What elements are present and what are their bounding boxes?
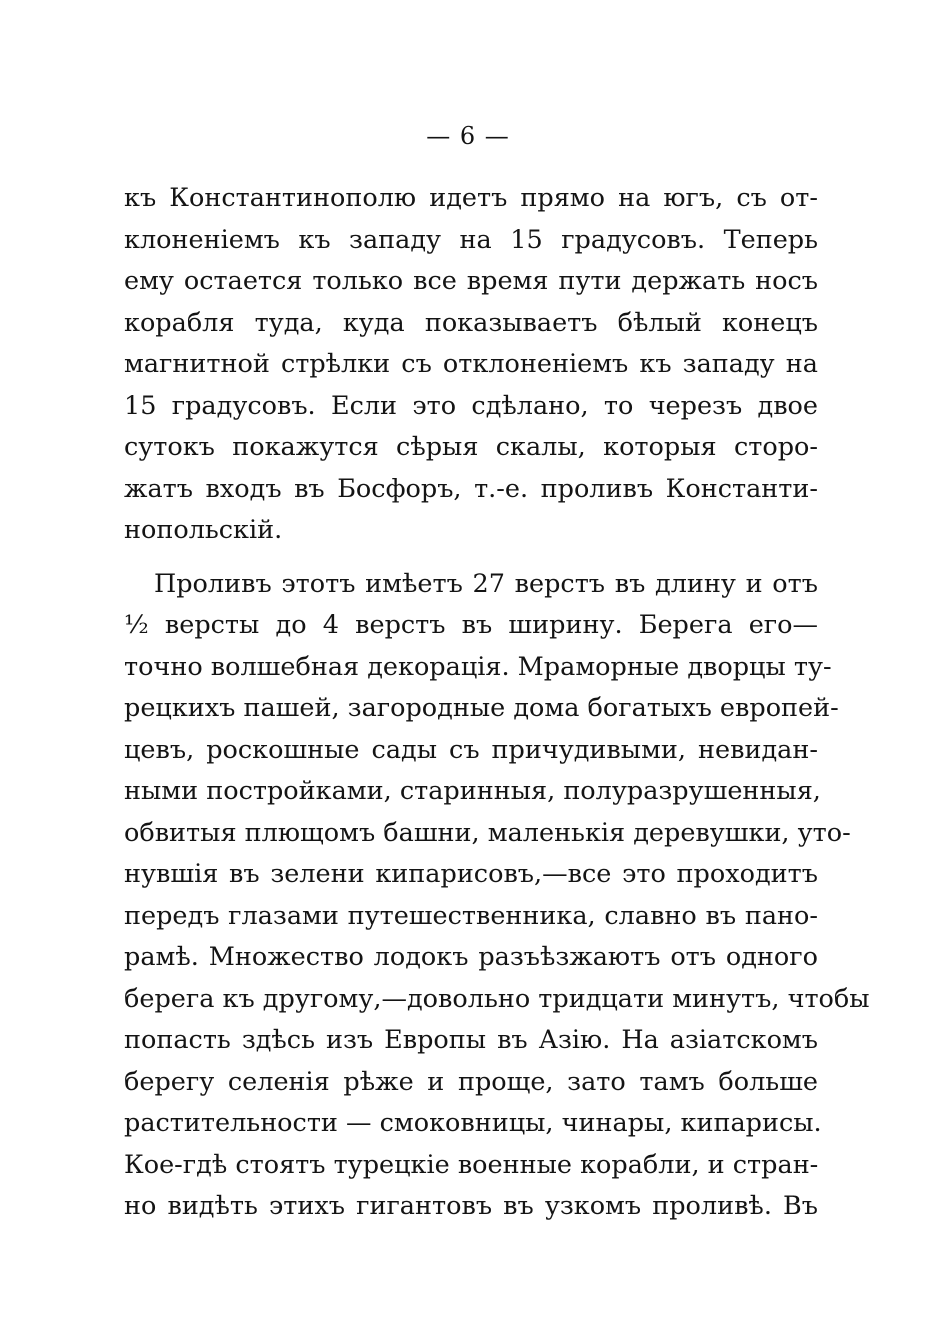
text-line: рецкихъ пашей, загородные дома богатыхъ европей- <box>124 693 839 723</box>
text-line: передъ глазами путешественника, славно въ пано- <box>124 900 818 931</box>
text-line: къ Константинополю идетъ прямо на югъ, съ от- <box>124 183 818 213</box>
text-line: рамѣ. Множество лодокъ разъѣзжаютъ отъ одного <box>124 942 818 972</box>
paragraph-2 <box>124 564 870 1228</box>
text-line: точно волшебная декорація. Мраморные дворцы ту- <box>124 651 832 682</box>
text-line: Кое-гдѣ стоятъ турецкіе военные корабли, и стран- <box>124 1149 819 1180</box>
text-line: цевъ, роскошные сады съ причудивыми, невидан- <box>124 734 818 765</box>
text-line: попасть здѣсь изъ Европы въ Азію. На азіатскомъ <box>124 1025 818 1055</box>
text-line: растительности — смоковницы, чинары, кипарисы. <box>124 1108 822 1138</box>
paragraph-1 <box>124 178 818 552</box>
text-line: нопольскій. <box>124 515 283 545</box>
page-number: — 6 — <box>426 122 510 150</box>
text-line: берега къ другому,—довольно тридцати минутъ, чтобы <box>124 983 870 1014</box>
text-line: магнитной стрѣлки съ отклоненіемъ къ западу на <box>124 349 818 379</box>
text-line: жатъ входъ въ Босфоръ, т.-е. проливъ Константи- <box>124 473 818 504</box>
text-line: ными постройками, старинныя, полуразрушенныя, <box>124 776 821 806</box>
text-line: корабля туда, куда показываетъ бѣлый конецъ <box>124 307 818 338</box>
text-line: нувшія въ зелени кипарисовъ,—все это проходитъ <box>124 859 818 889</box>
text-line: сутокъ покажутся сѣрыя скалы, которыя сторо- <box>124 432 818 462</box>
text-line: клоненіемъ къ западу на 15 градусовъ. Теперь <box>124 224 818 255</box>
body-text <box>124 178 870 1228</box>
text-line: обвитыя плющомъ башни, маленькія деревушки, уто- <box>124 817 851 848</box>
text-line: Проливъ этотъ имѣетъ 27 верстъ въ длину и отъ <box>154 568 818 599</box>
text-line: ему остается только все время пути держать носъ <box>124 266 818 296</box>
paragraph-gap <box>124 552 818 564</box>
text-line: 15 градусовъ. Если это сдѣлано, то черезъ двое <box>124 390 818 421</box>
text-line: ½ версты до 4 верстъ въ ширину. Берега его— <box>124 610 818 640</box>
text-line: берегу селенія рѣже и проще, зато тамъ больше <box>124 1066 818 1097</box>
text-line: но видѣть этихъ гигантовъ въ узкомъ проливѣ. Въ <box>124 1191 818 1221</box>
